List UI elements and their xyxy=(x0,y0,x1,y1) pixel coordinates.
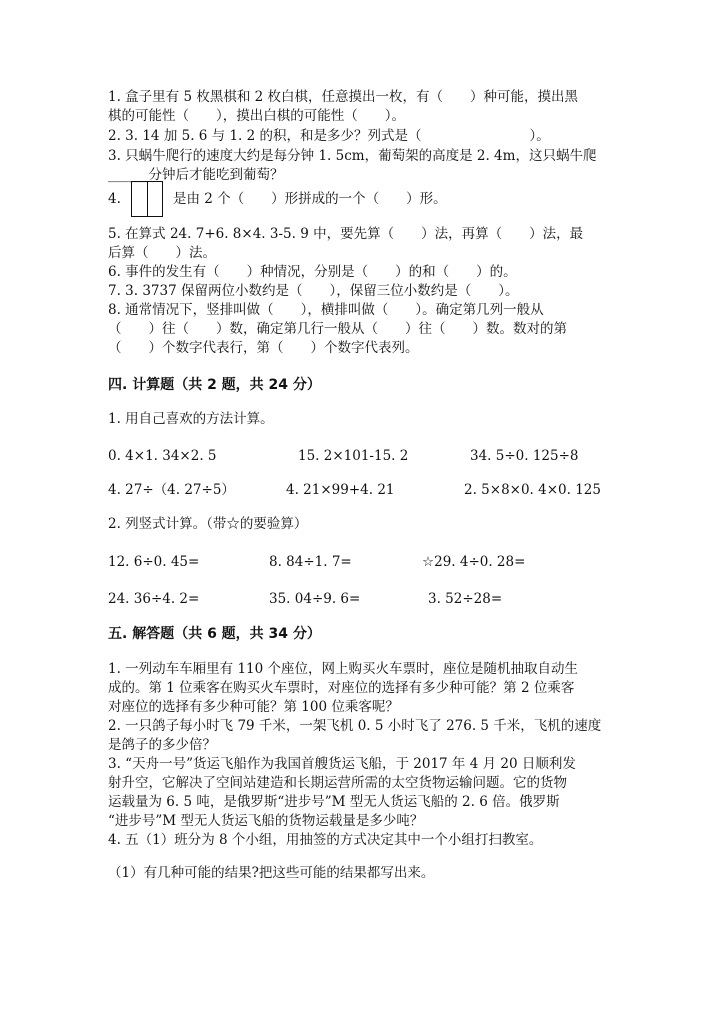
section4-q2-title: 2. 列竖式计算。（带☆的要验算） xyxy=(108,516,308,532)
calc-item: 4. 21×99+4. 21 xyxy=(286,482,395,498)
rectangle-figure xyxy=(131,181,163,217)
calc-item: 15. 2×101-15. 2 xyxy=(298,448,409,464)
division-item: 8. 84÷1. 7= xyxy=(269,554,352,570)
section5-title: 五. 解答题（共 6 题，共 34 分） xyxy=(108,626,321,642)
q3-8-line1: 8. 通常情况下，竖排叫做（ ），横排叫做（ ）。确定第几列一般从 xyxy=(108,302,544,318)
section4-title: 四. 计算题（共 2 题，共 24 分） xyxy=(108,377,321,393)
s5-q1-line2: 成的。第 1 位乘客在购买火车票时，对座位的选择有多少种可能？第 2 位乘客 xyxy=(108,680,575,696)
q3-5-line1: 5. 在算式 24. 7+6. 8×4. 3-5. 9 中，要先算（ ）法，再算（ ）法，最 xyxy=(108,226,584,242)
q3-5-line2: 后算（ ）法。 xyxy=(108,245,216,261)
q3-7-line: 7. 3. 3737 保留两位小数约是（ ），保留三位小数约是（ ）。 xyxy=(108,283,519,299)
s5-q3-line2: 射升空，它解决了空间站建造和长期运营所需的太空货物运输问题。它的货物 xyxy=(108,775,567,791)
division-item: 3. 52÷28= xyxy=(428,591,503,607)
calc-item: 34. 5÷0. 125÷8 xyxy=(470,448,579,464)
q3-8-line3: （ ）个数字代表行，第（ ）个数字代表列。 xyxy=(108,340,419,356)
q3-4-text: 是由 2 个（ ）形拼成的一个（ ）形。 xyxy=(173,191,447,207)
s5-q3-line4: “进步号”M 型无人货运飞船的货物运载量是多少吨？ xyxy=(108,813,424,829)
calc-item: 0. 4×1. 34×2. 5 xyxy=(108,448,217,464)
division-item: 24. 36÷4. 2= xyxy=(108,591,200,607)
q3-8-line2: （ ）往（ ）数，确定第几行一般从（ ）往（ ）数。数对的第 xyxy=(108,321,567,337)
calc-item: 2. 5×8×0. 4×0. 125 xyxy=(464,482,601,498)
s5-q4-sub1: （1）有几种可能的结果?把这些可能的结果都写出来。 xyxy=(108,865,435,881)
q3-3-line2: ______分钟后才能吃到葡萄？ xyxy=(108,167,284,183)
s5-q1-line1: 1. 一列动车车厢里有 110 个座位，网上购买火车票时，座位是随机抽取自动生 xyxy=(108,661,579,677)
q3-3-line1: 3. 只蜗牛爬行的速度大约是每分钟 1. 5cm，葡萄架的高度是 2. 4m，这只蜗牛爬 xyxy=(108,148,597,164)
division-item: 35. 04÷9. 6= xyxy=(269,591,361,607)
s5-q2-line2: 是鸽子的多少倍？ xyxy=(108,737,216,753)
division-item: ☆29. 4÷0. 28= xyxy=(422,554,526,570)
s5-q4-line1: 4. 五（1）班分为 8 个小组，用抽签的方式决定其中一个小组打扫教室。 xyxy=(108,832,543,848)
s5-q2-line1: 2. 一只鸽子每小时飞 79 千米，一架飞机 0. 5 小时飞了 276. 5 千米，飞机的速度 xyxy=(108,718,602,734)
s5-q1-line3: 对座位的选择有多少种可能？第 100 位乘客呢？ xyxy=(108,699,399,715)
q3-4-number: 4. xyxy=(108,191,121,207)
division-item: 12. 6÷0. 45= xyxy=(108,554,200,570)
s5-q3-line1: 3. “天舟一号”货运飞船作为我国首艘货运飞船，于 2017 年 4 月 20 日顺利发 xyxy=(108,756,576,772)
q3-6-line: 6. 事件的发生有（ ）种情况，分别是（ ）的和（ ）的。 xyxy=(108,264,517,280)
s5-q3-line3: 运载量为 6. 5 吨，是俄罗斯“进步号”M 型无人货运飞船的 2. 6 倍。俄罗斯 xyxy=(108,794,560,810)
q3-1-line2: 棋的可能性（ ），摸出白棋的可能性（ ）。 xyxy=(108,108,405,124)
q3-1-line1: 1. 盒子里有 5 枚黑棋和 2 枚白棋，任意摸出一枚，有（ ）种可能，摸出黑 xyxy=(108,89,579,105)
q3-2-line: 2. 3. 14 加 5. 6 与 1. 2 的积，和是多少？列式是（ ）。 xyxy=(108,128,550,144)
figure-divider xyxy=(147,182,148,216)
calc-item: 4. 27÷（4. 27÷5） xyxy=(108,482,235,498)
section4-q1-title: 1. 用自己喜欢的方法计算。 xyxy=(108,411,274,427)
